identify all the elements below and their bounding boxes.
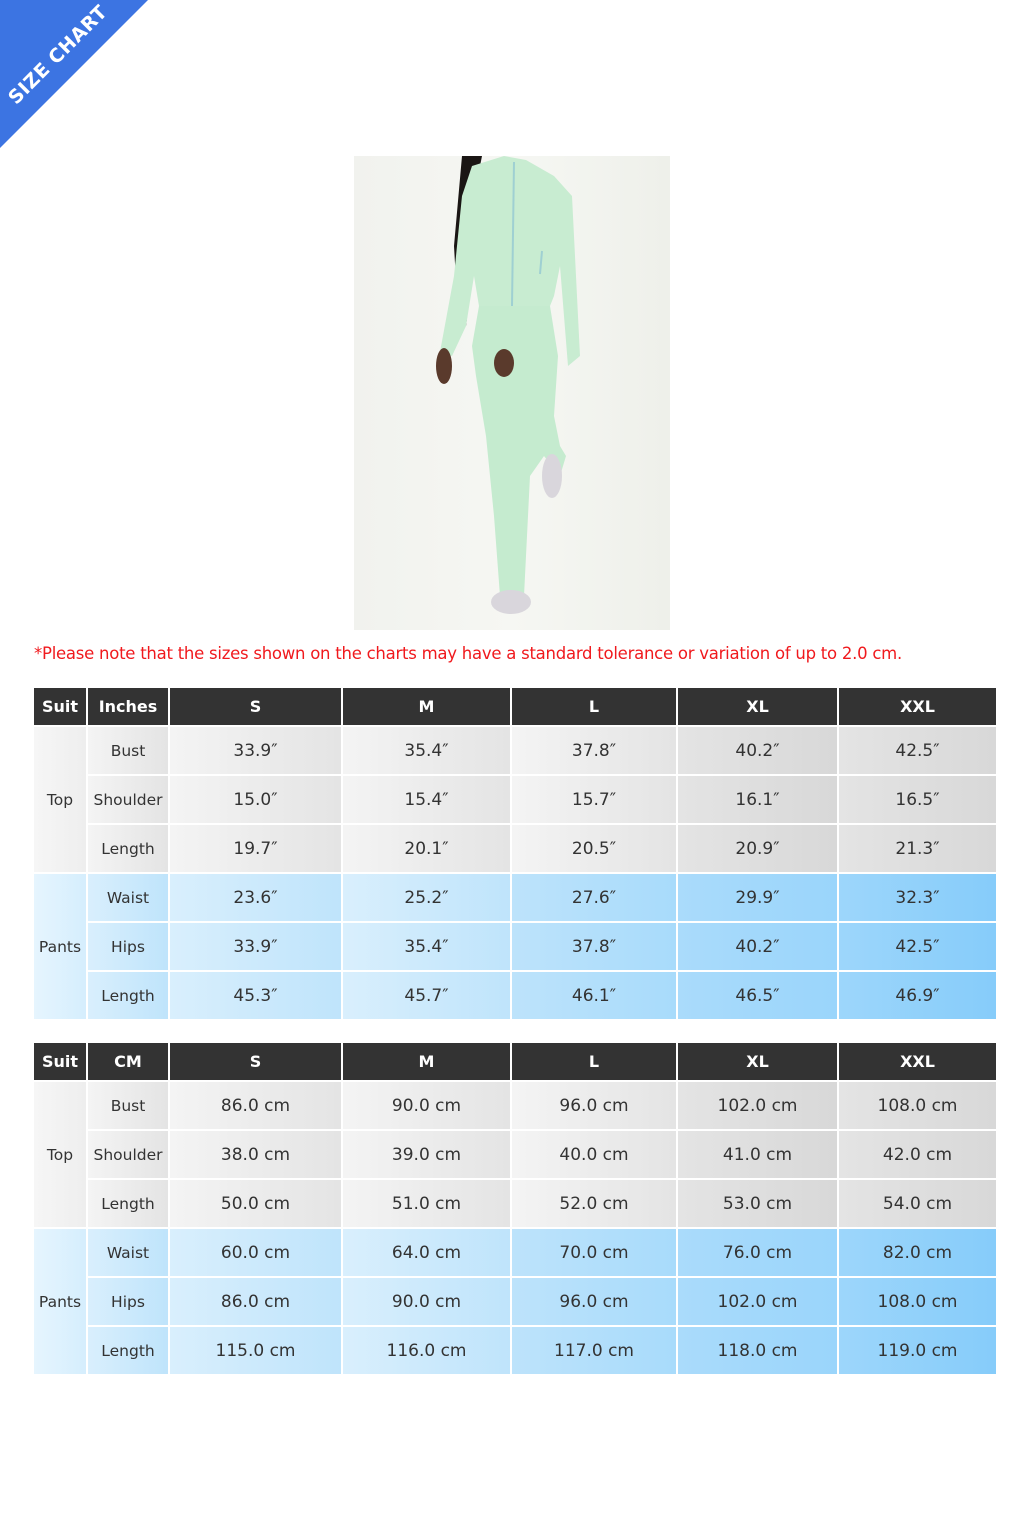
column-header: Suit (34, 688, 86, 725)
table-row (34, 972, 996, 1019)
column-header: Suit (34, 1043, 86, 1080)
model-illustration-icon (354, 156, 670, 630)
size-value-cell: 119.0 cm (839, 1327, 996, 1374)
header-row (34, 1043, 996, 1080)
size-value-cell: 37.8″ (512, 727, 676, 774)
table-row (34, 776, 996, 823)
column-header: S (170, 688, 341, 725)
size-value-cell: 108.0 cm (839, 1278, 996, 1325)
size-value-cell: 15.4″ (343, 776, 510, 823)
size-value-cell: 90.0 cm (343, 1278, 510, 1325)
column-header: M (343, 1043, 510, 1080)
size-value-cell: 45.3″ (170, 972, 341, 1019)
size-value-cell: 70.0 cm (512, 1229, 676, 1276)
size-value-cell: 64.0 cm (343, 1229, 510, 1276)
measure-label: Waist (88, 874, 168, 921)
table-row (34, 1131, 996, 1178)
group-label: Pants (34, 874, 86, 1019)
column-header: XXL (839, 1043, 996, 1080)
size-value-cell: 27.6″ (512, 874, 676, 921)
size-value-cell: 115.0 cm (170, 1327, 341, 1374)
size-value-cell: 16.1″ (678, 776, 837, 823)
size-value-cell: 53.0 cm (678, 1180, 837, 1227)
table-row (34, 1327, 996, 1374)
column-header: Inches (88, 688, 168, 725)
size-value-cell: 35.4″ (343, 727, 510, 774)
size-value-cell: 38.0 cm (170, 1131, 341, 1178)
size-value-cell: 16.5″ (839, 776, 996, 823)
table-row (34, 874, 996, 921)
column-header: S (170, 1043, 341, 1080)
size-value-cell: 42.5″ (839, 923, 996, 970)
measure-label: Length (88, 1180, 168, 1227)
size-value-cell: 90.0 cm (343, 1082, 510, 1129)
size-table-inches (32, 686, 998, 1021)
group-label: Pants (34, 1229, 86, 1374)
size-value-cell: 20.1″ (343, 825, 510, 872)
size-value-cell: 29.9″ (678, 874, 837, 921)
size-value-cell: 20.9″ (678, 825, 837, 872)
size-value-cell: 21.3″ (839, 825, 996, 872)
size-value-cell: 108.0 cm (839, 1082, 996, 1129)
table-row (34, 1229, 996, 1276)
size-chart-banner (0, 0, 148, 148)
column-header: CM (88, 1043, 168, 1080)
size-value-cell: 46.1″ (512, 972, 676, 1019)
size-value-cell: 102.0 cm (678, 1278, 837, 1325)
size-value-cell: 52.0 cm (512, 1180, 676, 1227)
measure-label: Bust (88, 727, 168, 774)
column-header: L (512, 1043, 676, 1080)
measure-label: Hips (88, 923, 168, 970)
size-value-cell: 33.9″ (170, 727, 341, 774)
column-header: L (512, 688, 676, 725)
measure-label: Shoulder (88, 1131, 168, 1178)
table-row (34, 1180, 996, 1227)
banner-label: SIZE CHART (4, 1, 112, 109)
column-header: XXL (839, 688, 996, 725)
size-value-cell: 118.0 cm (678, 1327, 837, 1374)
column-header: M (343, 688, 510, 725)
measure-label: Hips (88, 1278, 168, 1325)
size-value-cell: 39.0 cm (343, 1131, 510, 1178)
size-value-cell: 86.0 cm (170, 1082, 341, 1129)
size-value-cell: 32.3″ (839, 874, 996, 921)
product-photo (354, 156, 670, 630)
header-row (34, 688, 996, 725)
table-row (34, 923, 996, 970)
size-value-cell: 41.0 cm (678, 1131, 837, 1178)
size-value-cell: 40.2″ (678, 727, 837, 774)
size-value-cell: 46.9″ (839, 972, 996, 1019)
size-value-cell: 76.0 cm (678, 1229, 837, 1276)
measure-label: Shoulder (88, 776, 168, 823)
size-value-cell: 15.7″ (512, 776, 676, 823)
size-value-cell: 51.0 cm (343, 1180, 510, 1227)
measure-label: Length (88, 972, 168, 1019)
size-value-cell: 37.8″ (512, 923, 676, 970)
table-row (34, 825, 996, 872)
size-value-cell: 96.0 cm (512, 1082, 676, 1129)
size-value-cell: 25.2″ (343, 874, 510, 921)
size-value-cell: 46.5″ (678, 972, 837, 1019)
measure-label: Length (88, 1327, 168, 1374)
size-value-cell: 82.0 cm (839, 1229, 996, 1276)
size-value-cell: 45.7″ (343, 972, 510, 1019)
tolerance-note: *Please note that the sizes shown on the charts may have a standard tolerance or variation of up to 2.0 cm. (34, 644, 902, 663)
table-row (34, 727, 996, 774)
size-value-cell: 40.2″ (678, 923, 837, 970)
size-value-cell: 35.4″ (343, 923, 510, 970)
size-value-cell: 19.7″ (170, 825, 341, 872)
measure-label: Bust (88, 1082, 168, 1129)
table-row (34, 1082, 996, 1129)
size-value-cell: 20.5″ (512, 825, 676, 872)
size-value-cell: 15.0″ (170, 776, 341, 823)
size-value-cell: 86.0 cm (170, 1278, 341, 1325)
group-label: Top (34, 727, 86, 872)
column-header: XL (678, 1043, 837, 1080)
size-table-cm (32, 1041, 998, 1376)
size-value-cell: 54.0 cm (839, 1180, 996, 1227)
size-value-cell: 116.0 cm (343, 1327, 510, 1374)
size-value-cell: 102.0 cm (678, 1082, 837, 1129)
table-row (34, 1278, 996, 1325)
size-value-cell: 117.0 cm (512, 1327, 676, 1374)
column-header: XL (678, 688, 837, 725)
measure-label: Waist (88, 1229, 168, 1276)
size-value-cell: 42.5″ (839, 727, 996, 774)
size-value-cell: 50.0 cm (170, 1180, 341, 1227)
size-value-cell: 42.0 cm (839, 1131, 996, 1178)
group-label: Top (34, 1082, 86, 1227)
size-value-cell: 96.0 cm (512, 1278, 676, 1325)
size-value-cell: 60.0 cm (170, 1229, 341, 1276)
measure-label: Length (88, 825, 168, 872)
size-value-cell: 40.0 cm (512, 1131, 676, 1178)
size-value-cell: 23.6″ (170, 874, 341, 921)
size-value-cell: 33.9″ (170, 923, 341, 970)
